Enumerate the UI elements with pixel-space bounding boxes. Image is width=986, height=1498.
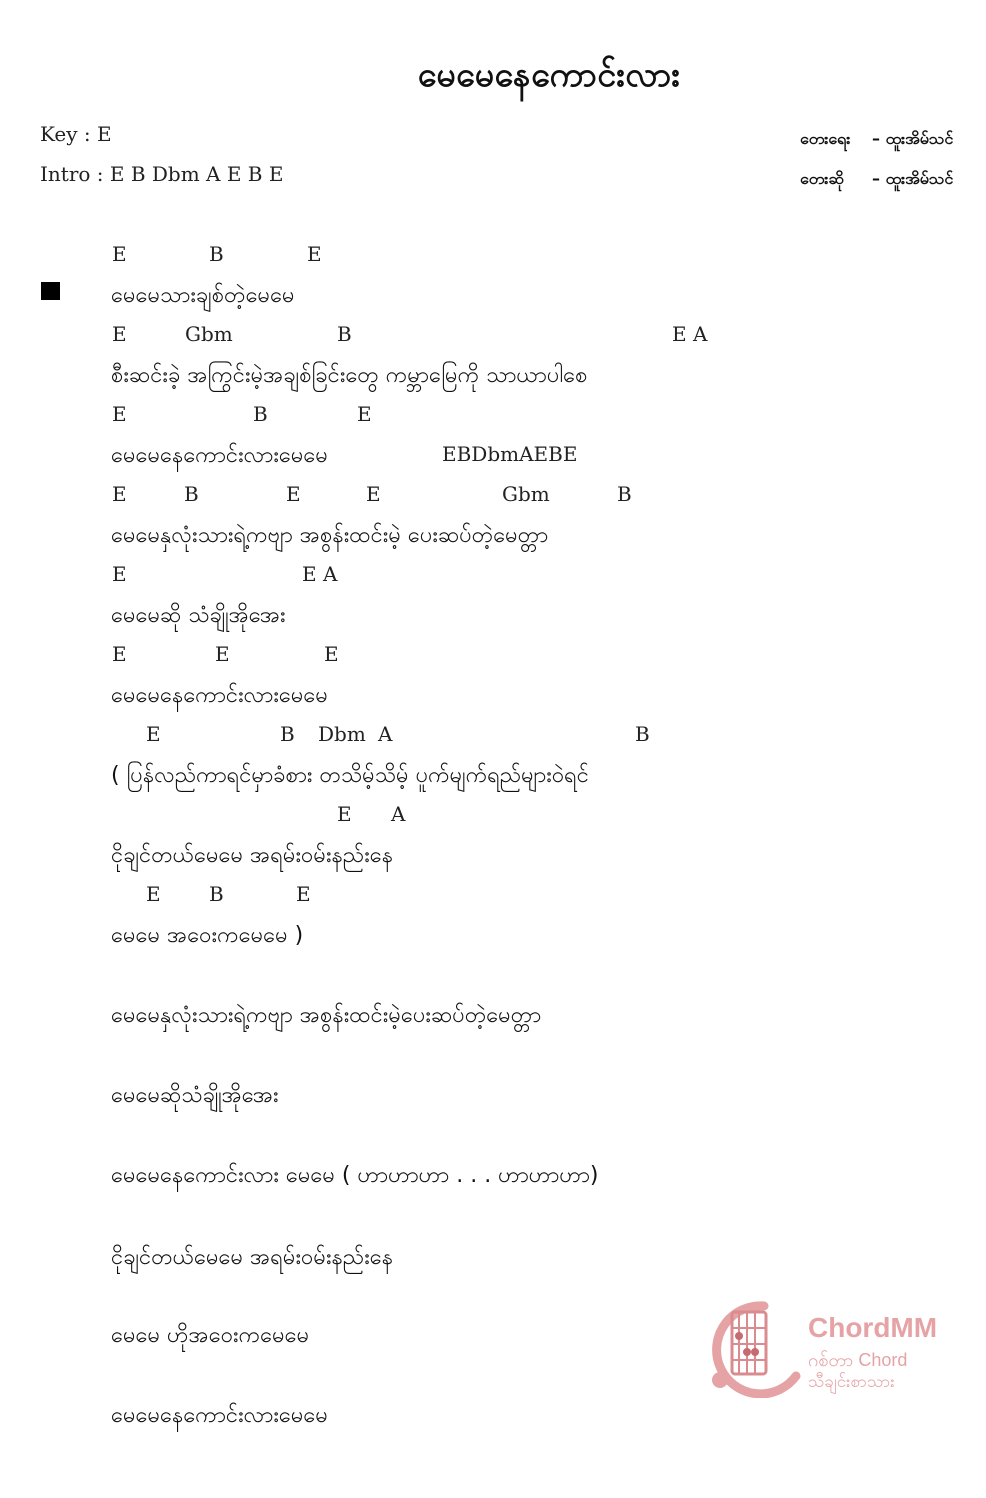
lyric-line: မေမေ ဟိုအဝေးကမေမေ	[111, 1323, 310, 1348]
chord: E	[112, 242, 127, 266]
lyric-line: မေမေနှလုံးသားရဲ့ကဗျာ အစွန်းထင်းမဲ့ ပေးဆပ်တဲ့မေတ္တာ	[111, 523, 549, 548]
lyric-line: မေမေဆို သံချိုအိုအေး	[111, 603, 286, 628]
lyric-line: မေမေနေကောင်းလားမေမေ	[111, 683, 328, 708]
credit-singer	[800, 168, 953, 192]
chord: E	[112, 482, 127, 506]
chord: E	[215, 642, 230, 666]
chord: Gbm	[502, 482, 550, 506]
chord: E A	[302, 562, 338, 586]
credit-writer-value: – ထူးအိမ်သင်	[872, 129, 954, 148]
credit-singer-label: တေးဆို	[800, 169, 844, 188]
watermark-tagline-2: သီချင်းစာသား	[808, 1372, 895, 1392]
chord: E	[112, 562, 127, 586]
lyric-line: ငိုချင်တယ်မေမေ အရမ်းဝမ်းနည်းနေ	[111, 843, 394, 868]
lyric-line: စီးဆင်းခဲ့ အကြွင်းမဲ့အချစ်ခြင်းတွေ ကမ္ဘာမြေကို သာယာပါစေ	[111, 363, 588, 388]
lyric-line: ( ပြန်လည်ကာရင်မှာခံစား တသိမ့်သိမ့် ပူက်မျက်ရည်များဝဲရင်	[111, 763, 590, 788]
chord: B	[635, 722, 650, 746]
lyric-line: မေမေနေကောင်းလား မေမေ ( ဟာဟာဟာ . . . ဟာဟာဟာ)	[111, 1163, 599, 1188]
chord: B	[337, 322, 352, 346]
chord: E A	[672, 322, 708, 346]
chord: A	[391, 802, 406, 826]
key-label: Key : E	[40, 122, 112, 146]
chord: E	[146, 722, 161, 746]
chord: E	[307, 242, 322, 266]
guitar-chord-logo-icon	[706, 1298, 802, 1398]
chord: B	[184, 482, 199, 506]
chord: E	[324, 642, 339, 666]
chordmm-watermark	[706, 1298, 966, 1398]
chord: E	[286, 482, 301, 506]
lyric-line: ငိုချင်တယ်မေမေ အရမ်းဝမ်းနည်းနေ	[111, 1245, 394, 1270]
chord: E	[146, 882, 161, 906]
chord: E	[337, 802, 352, 826]
intro-chords-inline: EBDbmAEBE	[442, 442, 578, 466]
credit-writer-label: တေးရေး	[800, 129, 851, 148]
song-title: မေမေနေကောင်းလား	[417, 55, 681, 95]
lyric-line: မေမေဆိုသံချိုအိုအေး	[111, 1083, 279, 1108]
chord: E	[112, 642, 127, 666]
lyric-line: မေမေနှလုံးသားရဲ့ကဗျာ အစွန်းထင်းမဲ့ပေးဆပ်တဲ့မေတ္တာ	[111, 1003, 542, 1028]
chord: A	[378, 722, 393, 746]
intro-label: Intro : E B Dbm A E B E	[40, 162, 284, 186]
lyric-line: မေမေသားချစ်တဲ့မေမေ	[111, 283, 295, 308]
chord: B	[617, 482, 632, 506]
chord: Gbm	[185, 322, 233, 346]
watermark-tagline-1: ဂစ်တာ Chord	[808, 1350, 908, 1370]
chord: E	[112, 322, 127, 346]
chord: B	[209, 242, 224, 266]
verse-marker-square	[41, 282, 60, 300]
lyric-line: မေမေ အဝေးကမေမေ )	[111, 923, 304, 948]
chord: B	[253, 402, 268, 426]
lyric-line: မေမေနေကောင်းလားမေမေ	[111, 1403, 328, 1428]
credit-writer	[800, 128, 953, 152]
credit-singer-value: – ထူးအိမ်သင်	[872, 169, 954, 188]
chord: B	[280, 722, 295, 746]
chord: B	[209, 882, 224, 906]
chord: E	[357, 402, 372, 426]
lyric-line: မေမေနေကောင်းလားမေမေ	[111, 443, 328, 468]
chord: E	[112, 402, 127, 426]
chord: E	[296, 882, 311, 906]
watermark-brand: ChordMM	[808, 1312, 938, 1343]
chord: E	[366, 482, 381, 506]
chord: Dbm	[318, 722, 366, 746]
